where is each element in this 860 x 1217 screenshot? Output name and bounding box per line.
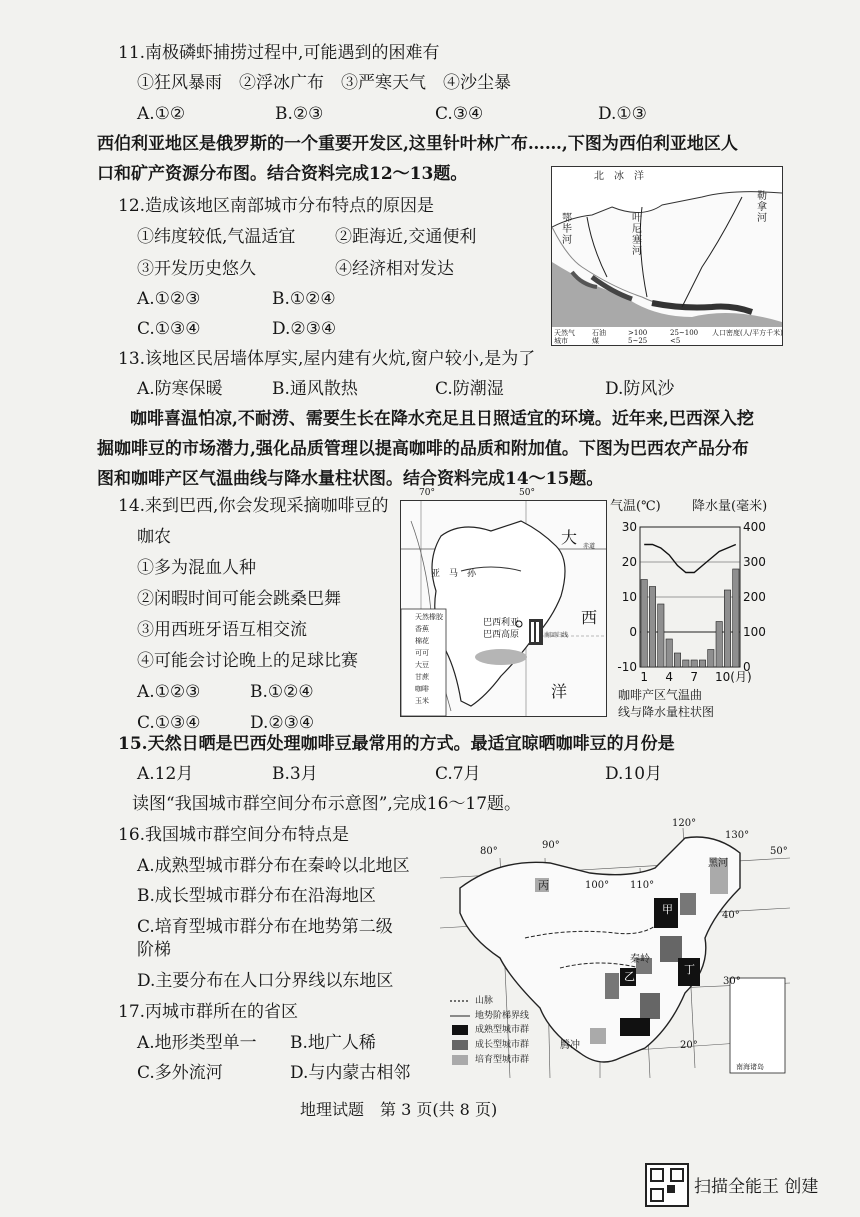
china-map-graphic <box>440 818 790 1078</box>
china-bing-label: 丙 <box>538 879 549 892</box>
china-tengchong-label: 腾冲 <box>560 1040 580 1051</box>
climate-temp-label: 气温(℃) <box>610 499 661 514</box>
siberia-legend-25-100: 25~100 <box>670 329 699 337</box>
q14-item1: ①多为混血人种 <box>137 558 256 578</box>
china-legend-mountain: 山脉 <box>475 996 494 1006</box>
brazil-legend-2: 香蕉 <box>415 625 429 633</box>
q11-option-b: B.②③ <box>275 104 324 124</box>
brazil-equator: 赤道 <box>583 543 596 550</box>
brazil-legend-5: 大豆 <box>415 661 429 669</box>
q11-option-a: A.①② <box>137 104 186 124</box>
china-lon-80: 80° <box>480 846 498 857</box>
q16-option-c: C.培育型城市群分布在地势第二级 <box>137 917 393 937</box>
temp-tick-label: 20 <box>621 555 637 569</box>
q14-stem-cont: 咖农 <box>137 527 171 547</box>
precip-bar-1 <box>641 580 647 668</box>
q13-option-c: C.防潮湿 <box>435 379 504 399</box>
brazil-brasilia: 巴西利亚 <box>483 618 520 628</box>
month-tick-label: 1 <box>640 670 648 684</box>
china-lon-110: 110° <box>630 880 655 891</box>
q11-stem: 11.南极磷虾捕捞过程中,可能遇到的困难有 <box>118 43 440 63</box>
q14-item2: ②闲暇时间可能会跳桑巴舞 <box>137 589 341 609</box>
climate-caption-2: 线与降水量柱状图 <box>618 705 715 719</box>
climate-precip-label: 降水量(毫米) <box>692 499 768 514</box>
china-lon-120: 120° <box>672 818 697 829</box>
china-lon-90: 90° <box>542 840 560 851</box>
q17-option-d: D.与内蒙古相邻 <box>290 1063 411 1083</box>
intro-12-13-line1: 西伯利亚地区是俄罗斯的一个重要开发区,这里针叶林广布……,下图为西伯利亚地区人 <box>97 134 738 154</box>
q11-items: ①狂风暴雨 ②浮冰广布 ③严寒天气 ④沙尘暴 <box>137 73 511 93</box>
q12-option-d: D.②③④ <box>272 319 337 339</box>
q17-option-a: A.地形类型单一 <box>137 1033 257 1053</box>
siberia-river-ob: 鄂毕河 <box>562 213 572 246</box>
china-qinling-label: 秦岭 <box>630 954 650 965</box>
q12-stem: 12.造成该地区南部城市分布特点的原因是 <box>118 196 435 216</box>
siberia-river-lena: 勒拿河 <box>757 191 767 224</box>
q16-stem: 16.我国城市群空间分布特点是 <box>118 825 350 845</box>
precip-bar-11 <box>724 590 730 667</box>
q12-option-b: B.①②④ <box>272 289 336 309</box>
temperature-curve <box>644 545 736 573</box>
china-legend-cultivating: 培育型城市群 <box>475 1055 530 1065</box>
china-heihe-label: 黑河 <box>708 858 728 869</box>
brazil-map <box>400 488 607 717</box>
brazil-legend-1: 天然橡胶 <box>415 613 443 621</box>
brazil-ocean-da: 大 <box>561 528 578 547</box>
precip-bar-5 <box>674 653 680 667</box>
q13-option-b: B.通风散热 <box>272 379 358 399</box>
q16-option-b: B.成长型城市群分布在沿海地区 <box>137 886 376 906</box>
intro-14-15-line1: 咖啡喜温怕凉,不耐涝、需要生长在降水充足且日照适宜的环境。近年来,巴西深入挖 <box>130 409 754 429</box>
qr-code-icon <box>645 1163 689 1207</box>
brazil-lon-70: 70° <box>419 488 435 498</box>
china-jia-label: 甲 <box>662 903 673 916</box>
q15-option-b: B.3月 <box>272 764 318 784</box>
q12-item3: ③开发历史悠久 <box>137 259 256 279</box>
climate-chart <box>610 495 770 719</box>
q17-option-b: B.地广人稀 <box>290 1033 376 1053</box>
q14-item3: ③用西班牙语互相交流 <box>137 620 307 640</box>
q12-item1: ①纬度较低,气温适宜 <box>137 227 296 247</box>
q14-option-a: A.①②③ <box>137 682 201 702</box>
siberia-legend-oil: 石油 <box>592 329 606 337</box>
intro-16-17: 读图“我国城市群空间分布示意图”,完成16～17题。 <box>132 794 522 814</box>
brazil-plateau: 巴西高原 <box>483 630 520 640</box>
brazil-legend-4: 可可 <box>415 649 429 657</box>
q16-option-c-cont: 阶梯 <box>137 940 171 960</box>
siberia-map <box>551 166 783 346</box>
siberia-legend-gas: 天然气 <box>554 329 575 337</box>
china-legend-mature: 成熟型城市群 <box>475 1025 530 1035</box>
q13-option-a: A.防寒保暖 <box>137 379 223 399</box>
q16-option-a: A.成熟型城市群分布在秦岭以北地区 <box>137 856 410 876</box>
month-tick-label: 7 <box>690 670 698 684</box>
q17-stem: 17.丙城市群所在的省区 <box>118 1002 299 1022</box>
intro-12-13-line2: 口和矿产资源分布图。结合资料完成12～13题。 <box>97 164 468 184</box>
temp-tick-label: 10 <box>621 590 637 604</box>
temp-tick-label: -10 <box>617 660 637 674</box>
siberia-legend-coal: 煤 <box>592 337 599 345</box>
siberia-map-graphic <box>552 167 782 345</box>
china-lat-50: 50° <box>770 846 788 857</box>
siberia-legend-density: 人口密度(人/平方千米) <box>712 329 783 337</box>
china-city-cluster-map <box>440 818 790 1078</box>
siberia-legend-lt5: <5 <box>670 337 681 345</box>
china-inset-label: 南海诸岛 <box>736 1063 764 1071</box>
precip-bar-4 <box>666 639 672 667</box>
q14-item4: ④可能会讨论晚上的足球比赛 <box>137 651 358 671</box>
china-lon-100: 100° <box>585 880 610 891</box>
month-tick-label: 10(月) <box>715 670 752 684</box>
precip-tick-label: 300 <box>743 555 766 569</box>
temp-tick-label: 30 <box>621 520 637 534</box>
precip-bar-9 <box>708 650 714 668</box>
brazil-ocean-yang: 洋 <box>551 682 568 701</box>
q13-stem: 13.该地区民居墙体厚实,屋内建有火炕,窗户较小,是为了 <box>118 349 536 369</box>
intro-14-15-line2: 掘咖啡豆的市场潜力,强化品质管理以提高咖啡的品质和附加值。下图为巴西农产品分布 <box>97 439 749 459</box>
q15-option-c: C.7月 <box>435 764 481 784</box>
q14-stem: 14.来到巴西,你会发现采摘咖啡豆的 <box>118 496 389 516</box>
china-yi-label: 乙 <box>624 970 635 983</box>
climate-caption-1: 咖啡产区气温曲 <box>618 688 703 702</box>
q14-option-d: D.②③④ <box>250 713 315 733</box>
q15-stem: 15.天然日晒是巴西处理咖啡豆最常用的方式。最适宜晾晒咖啡豆的月份是 <box>118 734 675 754</box>
brazil-legend-8: 玉米 <box>415 697 429 705</box>
brazil-legend-7: 咖啡 <box>415 685 429 693</box>
q12-item2: ②距海近,交通便利 <box>335 227 477 247</box>
brazil-ocean-xi: 西 <box>581 608 598 627</box>
precip-bar-10 <box>716 622 722 668</box>
precip-tick-label: 200 <box>743 590 766 604</box>
brazil-lon-50: 50° <box>519 488 535 498</box>
q11-option-d: D.①③ <box>598 104 647 124</box>
precip-tick-label: 100 <box>743 625 766 639</box>
q12-option-a: A.①②③ <box>137 289 201 309</box>
brazil-tropic: 南回归线 <box>544 632 569 639</box>
brazil-legend-3: 棉花 <box>415 637 429 645</box>
precip-bar-2 <box>649 587 655 668</box>
china-legend-boundary: 地势阶梯界线 <box>475 1011 530 1021</box>
intro-14-15-line3: 图和咖啡产区气温曲线与降水量柱状图。结合资料完成14～15题。 <box>97 469 604 489</box>
month-tick-label: 4 <box>665 670 673 684</box>
temp-tick-label: 0 <box>629 625 637 639</box>
china-lat-40: 40° <box>722 910 740 921</box>
q12-option-c: C.①③④ <box>137 319 201 339</box>
q17-option-c: C.多外流河 <box>137 1063 223 1083</box>
precip-bar-6 <box>683 660 689 667</box>
page-number: 地理试题 第 3 页(共 8 页) <box>300 1100 498 1119</box>
precip-bar-12 <box>733 569 739 667</box>
china-lat-20: 20° <box>680 1040 698 1051</box>
q13-option-d: D.防风沙 <box>605 379 675 399</box>
precip-bar-7 <box>691 660 697 667</box>
q15-option-d: D.10月 <box>605 764 663 784</box>
china-legend-growing: 成长型城市群 <box>475 1040 530 1050</box>
brazil-amazon-label: 亚 马 孙 <box>431 569 477 579</box>
china-lat-30: 30° <box>723 976 741 987</box>
siberia-legend-gt100: >100 <box>628 329 648 337</box>
precip-tick-label: 400 <box>743 520 766 534</box>
brazil-legend-6: 甘蔗 <box>415 673 429 681</box>
q12-item4: ④经济相对发达 <box>335 259 454 279</box>
china-lon-130: 130° <box>725 830 750 841</box>
siberia-legend-5-25: 5~25 <box>628 337 648 345</box>
siberia-river-yenisei: 叶尼塞河 <box>632 213 642 257</box>
siberia-sea-label: 北 冰 洋 <box>594 171 644 182</box>
climate-chart-svg <box>610 515 770 705</box>
q15-option-a: A.12月 <box>137 764 194 784</box>
q16-option-d: D.主要分布在人口分界线以东地区 <box>137 971 394 991</box>
china-ding-label: 丁 <box>684 963 695 976</box>
q14-option-b: B.①②④ <box>250 682 314 702</box>
precip-bar-8 <box>699 660 705 667</box>
precip-bar-3 <box>658 604 664 667</box>
q14-option-c: C.①③④ <box>137 713 201 733</box>
scanner-watermark: 扫描全能王 创建 <box>694 1177 819 1197</box>
siberia-legend-city: 城市 <box>554 337 568 345</box>
precip-tick-label: 0 <box>743 660 751 674</box>
q11-option-c: C.③④ <box>435 104 484 124</box>
